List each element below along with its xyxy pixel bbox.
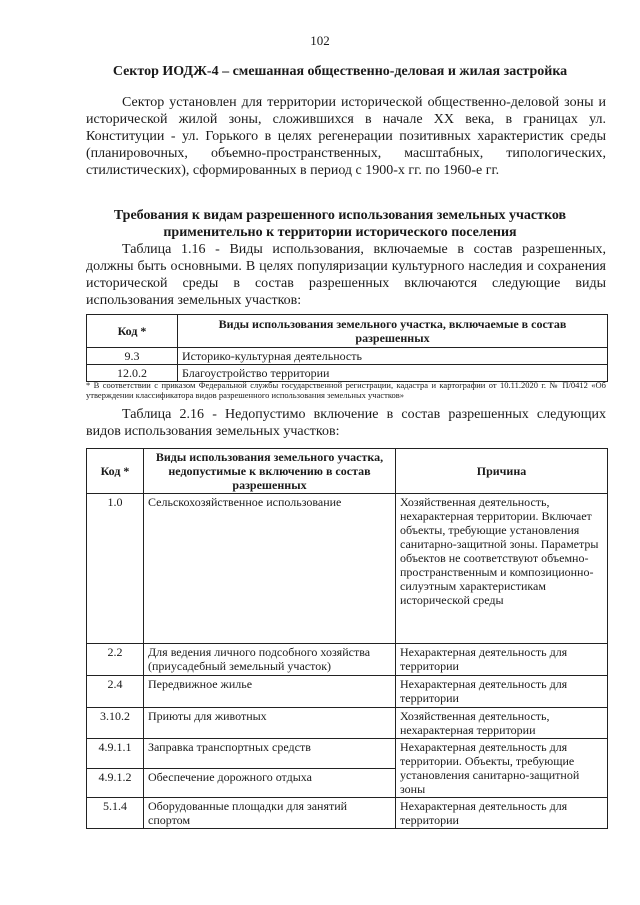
col-code-header: Код * <box>87 315 178 348</box>
prohibited-uses-table <box>86 448 608 829</box>
row-type: Для ведения личного подсобного хозяйства (приусадебный земельный участок) <box>144 644 396 676</box>
row-reason: Хозяйственная деятельность, нехарактерная территории <box>396 708 608 739</box>
row-reason: Нехарактерная деятельность для территории <box>396 644 608 676</box>
col-code-header: Код * <box>87 449 144 494</box>
requirements-heading: Требования к видам разрешенного использования земельных участков применительно к территории исторического поселения <box>113 208 567 240</box>
col-type-header: Виды использования земельного участка, включаемые в состав разрешенных <box>178 315 608 348</box>
row-code: 3.10.2 <box>87 708 144 739</box>
table-row <box>87 739 608 769</box>
table-row <box>87 365 608 382</box>
table-row <box>87 494 608 644</box>
row-type: Благоустройство территории <box>178 365 608 382</box>
row-reason: Нехарактерная деятельность для территории <box>396 676 608 708</box>
row-code: 5.1.4 <box>87 798 144 829</box>
row-code: 2.4 <box>87 676 144 708</box>
row-type: Оборудованные площадки для занятий спортом <box>144 798 396 829</box>
col-type-header: Виды использования земельного участка, недопустимые к включению в состав разрешенных <box>144 449 396 494</box>
table-row <box>87 348 608 365</box>
row-reason: Хозяйственная деятельность, нехарактерная территории. Включает объекты, требующие установления санитарно-защитной зоны. Параметры объектов не соответствуют объемно-пространственным и композиционно-силуэтным характеристикам исторической среды <box>396 494 608 644</box>
page-number: 102 <box>310 33 330 48</box>
footnote: * В соответствии с приказом Федеральной службы государственной регистрации, кадастра и картографии от 10.11.2020 г. № П/0412 «Об утверждении классификатора видов разрешенного использования земельных участков» <box>86 380 606 400</box>
table1-intro: Таблица 1.16 - Виды использования, включаемые в состав разрешенных, должны быть основными. В целях популяризации культурного наследия и сохранения исторической среды в состав разрешенных включаются следующие виды использования земельных участков: <box>86 242 606 308</box>
table-header-row <box>87 315 608 348</box>
row-type: Историко-культурная деятельность <box>178 348 608 365</box>
table-row <box>87 798 608 829</box>
section-title: Сектор ИОДЖ-4 – смешанная общественно-деловая и жилая застройка <box>112 64 568 79</box>
row-code: 9.3 <box>87 348 178 365</box>
row-type: Заправка транспортных средств <box>144 739 396 769</box>
row-code: 12.0.2 <box>87 365 178 382</box>
row-type: Передвижное жилье <box>144 676 396 708</box>
row-code: 4.9.1.1 <box>87 739 144 769</box>
table-row <box>87 676 608 708</box>
col-reason-header: Причина <box>396 449 608 494</box>
row-type: Обеспечение дорожного отдыха <box>144 768 396 798</box>
table-row <box>87 708 608 739</box>
allowed-uses-table <box>86 314 608 382</box>
intro-paragraph: Сектор установлен для территории исторической общественно-деловой зоны и исторической жилой зоны, сложившихся в начале XX века, в границах ул. Конституции - ул. Горького в целях регенерации позитивных характеристик среды (планировочных, объемно-пространственных, масштабных, типологических, стилистических), сформированных в период с 1900-х гг. по 1960-е гг. <box>86 95 606 178</box>
row-code: 4.9.1.2 <box>87 768 144 798</box>
table-header-row <box>87 449 608 494</box>
row-reason: Нехарактерная деятельность для территории. Объекты, требующие установления санитарно-защитной зоны <box>396 739 608 798</box>
row-type: Приюты для животных <box>144 708 396 739</box>
row-code: 1.0 <box>87 494 144 644</box>
table-row <box>87 644 608 676</box>
table2-intro: Таблица 2.16 - Недопустимо включение в состав разрешенных следующих видов использования земельных участков: <box>86 407 606 439</box>
row-code: 2.2 <box>87 644 144 676</box>
row-reason: Нехарактерная деятельность для территории <box>396 798 608 829</box>
row-type: Сельскохозяйственное использование <box>144 494 396 644</box>
